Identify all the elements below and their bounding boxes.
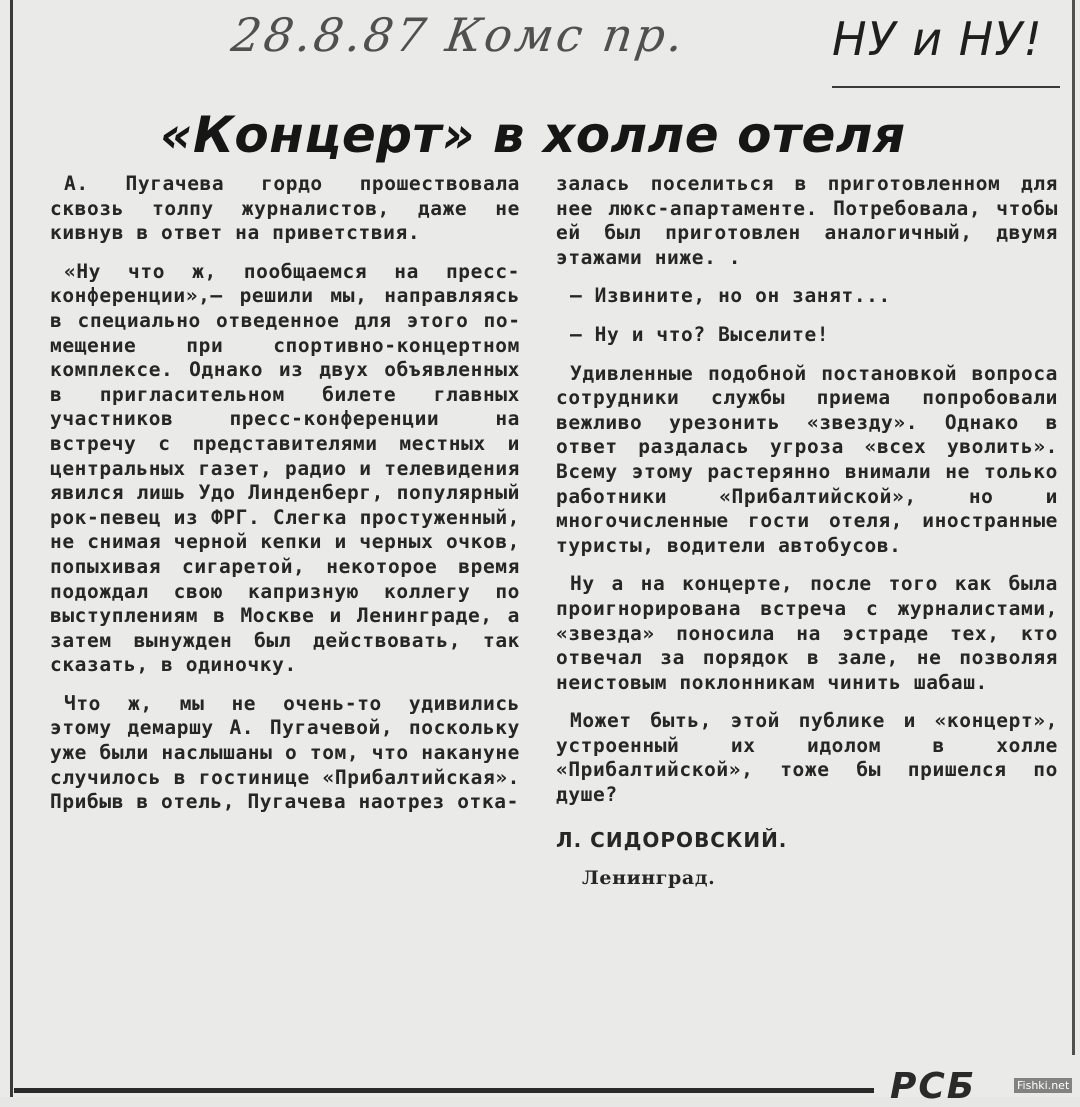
bottom-divider — [14, 1088, 874, 1093]
article-headline: «Концерт» в холле отеля — [160, 106, 906, 164]
column-divider-left — [10, 0, 13, 1097]
site-watermark: Fishki.net — [1014, 1078, 1072, 1093]
next-article-fragment: РСБ — [890, 1066, 977, 1107]
paragraph: Удивленные подобной постановкой вопроса сотрудники службы приема попробовали вежливо урезонить «звезду». Однако в ответ раздалась угроза «всех уволить». Всему этому растерянно внимали не только работники «Прибалтийской», но и многочисленные гости отеля, иностранные туристы, водители автобусов. — [556, 361, 1058, 557]
rubric-underline — [832, 86, 1060, 88]
dateline-city: Ленинград. — [582, 867, 716, 890]
paragraph: Ну а на концерте, после того как была проигнорирована встреча с журналистами, «звезда» поносила на эстраде тех, кто отвечал за порядок в зале, не позволяя неистовым поклонникам чинить шабаш. — [556, 572, 1058, 694]
article-column-right — [556, 172, 1058, 905]
author-signature: Л. СИДОРОВСКИЙ. — [556, 827, 788, 852]
paragraph: — Ну и что? Выселите! — [570, 322, 830, 346]
paragraph: — Извините, но он занят... — [570, 284, 891, 308]
paragraph: Что ж, мы не очень-то удивились этому демаршу А. Пугачевой, поскольку уже были наслышаны о том, что накануне случилось в гостинице «Прибалтийская». Прибыв в отель, Пугачева наотрез отка- — [50, 691, 520, 814]
article-column-left — [50, 172, 520, 829]
paragraph: А. Пугачева гордо прошествовала сквозь толпу журналистов, даже не кивнув в ответ на приветствия. — [50, 172, 520, 245]
column-divider-right — [1072, 0, 1075, 1055]
paragraph: Может быть, этой публике и «концерт», устроенный их идолом в холле «Прибалтийской», тоже бы пришелся по душе? — [556, 709, 1058, 807]
handwritten-date-note: 28.8.87 Комс пр. — [228, 8, 690, 62]
paragraph-continuation: залась поселиться в приготовленном для нее люкс-апартаменте. Потребовала, чтобы ей был приготовлен аналогичный, двумя этажами ниже. . — [556, 172, 1058, 269]
rubric-title: НУ и НУ! — [832, 12, 1043, 66]
paragraph: «Ну что ж, пообщаемся на пресс-конференции»,— решили мы, направляясь в специально отведенное для этого помещение при спортивно-концертном комплексе. Однако из двух объявленных в пригласительном билете главных участников пресс-конференции на встречу с представителями местных и центральных газет, радио и телевидения явился лишь Удо Линденберг, популярный рок-певец из ФРГ. Слегка простуженный, не снимая черной кепки и черных очков, попыхивая сигаретой, некоторое время подождал свою капризную коллегу по выступлениям в Москве и Ленинграде, а затем вынужден был действовать, так сказать, в одиночку. — [50, 259, 520, 677]
